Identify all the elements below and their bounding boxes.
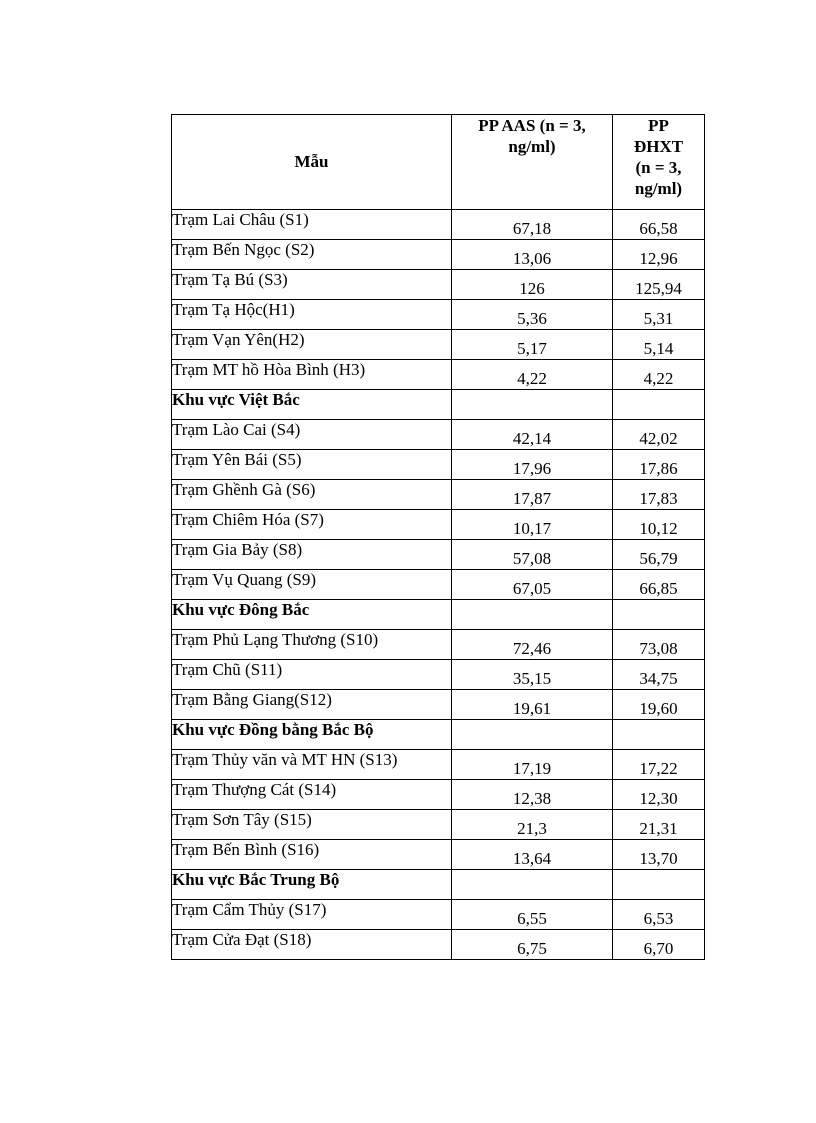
table-row <box>172 270 705 300</box>
station-name: Trạm Phủ Lạng Thương (S10) <box>172 630 452 660</box>
table-row <box>172 780 705 810</box>
aas-value: 4,22 <box>452 360 613 390</box>
aas-value: 21,3 <box>452 810 613 840</box>
region-row <box>172 600 705 630</box>
aas-value: 6,55 <box>452 900 613 930</box>
aas-value: 42,14 <box>452 420 613 450</box>
header-dhxt-line2: ĐHXT <box>633 137 684 156</box>
dhxt-value: 5,31 <box>613 300 705 330</box>
table-row <box>172 690 705 720</box>
aas-value: 5,36 <box>452 300 613 330</box>
aas-value: 12,38 <box>452 780 613 810</box>
table-row <box>172 750 705 780</box>
header-sample-label: Mẫu <box>294 152 329 171</box>
table-row <box>172 210 705 240</box>
dhxt-value <box>613 390 705 420</box>
region-name: Khu vực Việt Bắc <box>172 390 452 420</box>
header-aas-line2: ng/ml) <box>508 137 556 156</box>
dhxt-value: 66,58 <box>613 210 705 240</box>
dhxt-value <box>613 870 705 900</box>
aas-value: 13,64 <box>452 840 613 870</box>
station-name: Trạm Vụ Quang (S9) <box>172 570 452 600</box>
header-sample <box>172 115 452 210</box>
region-name: Khu vực Bắc Trung Bộ <box>172 870 452 900</box>
dhxt-value <box>613 720 705 750</box>
dhxt-value: 6,53 <box>613 900 705 930</box>
dhxt-value: 17,83 <box>613 480 705 510</box>
aas-value: 19,61 <box>452 690 613 720</box>
region-row <box>172 720 705 750</box>
dhxt-value: 12,30 <box>613 780 705 810</box>
station-name: Trạm Cẩm Thủy (S17) <box>172 900 452 930</box>
aas-value: 67,18 <box>452 210 613 240</box>
aas-value <box>452 390 613 420</box>
region-row <box>172 390 705 420</box>
station-name: Trạm Bến Ngọc (S2) <box>172 240 452 270</box>
table-row <box>172 480 705 510</box>
dhxt-value: 10,12 <box>613 510 705 540</box>
table-row <box>172 540 705 570</box>
station-name: Trạm Cửa Đạt (S18) <box>172 930 452 960</box>
table-row <box>172 660 705 690</box>
table-row <box>172 360 705 390</box>
region-name: Khu vực Đông Bắc <box>172 600 452 630</box>
table-row <box>172 510 705 540</box>
station-name: Trạm MT hồ Hòa Bình (H3) <box>172 360 452 390</box>
station-name: Trạm Bến Bình (S16) <box>172 840 452 870</box>
aas-value: 17,96 <box>452 450 613 480</box>
aas-value: 72,46 <box>452 630 613 660</box>
region-row <box>172 870 705 900</box>
header-dhxt-line1: PP <box>648 116 669 135</box>
header-dhxt <box>613 115 705 210</box>
aas-value: 5,17 <box>452 330 613 360</box>
aas-value <box>452 870 613 900</box>
aas-value: 67,05 <box>452 570 613 600</box>
table-row <box>172 930 705 960</box>
table-row <box>172 450 705 480</box>
table-header-row <box>172 115 705 210</box>
aas-value: 57,08 <box>452 540 613 570</box>
table-row <box>172 420 705 450</box>
dhxt-value: 12,96 <box>613 240 705 270</box>
dhxt-value: 5,14 <box>613 330 705 360</box>
table-row <box>172 570 705 600</box>
aas-value: 17,19 <box>452 750 613 780</box>
aas-value: 6,75 <box>452 930 613 960</box>
dhxt-value: 21,31 <box>613 810 705 840</box>
aas-value: 35,15 <box>452 660 613 690</box>
dhxt-value: 66,85 <box>613 570 705 600</box>
station-name: Trạm Bằng Giang(S12) <box>172 690 452 720</box>
aas-value: 13,06 <box>452 240 613 270</box>
table-row <box>172 840 705 870</box>
table-row <box>172 330 705 360</box>
table-row <box>172 810 705 840</box>
table-row <box>172 240 705 270</box>
header-aas-line1: PP AAS (n = 3, <box>478 116 586 135</box>
station-name: Trạm Sơn Tây (S15) <box>172 810 452 840</box>
aas-value: 17,87 <box>452 480 613 510</box>
aas-value: 126 <box>452 270 613 300</box>
dhxt-value: 42,02 <box>613 420 705 450</box>
station-name: Trạm Thủy văn và MT HN (S13) <box>172 750 452 780</box>
dhxt-value: 34,75 <box>613 660 705 690</box>
dhxt-value <box>613 600 705 630</box>
dhxt-value: 6,70 <box>613 930 705 960</box>
header-dhxt-line3: (n = 3, <box>635 158 682 177</box>
station-name: Trạm Chiêm Hóa (S7) <box>172 510 452 540</box>
station-name: Trạm Lào Cai (S4) <box>172 420 452 450</box>
station-name: Trạm Ghềnh Gà (S6) <box>172 480 452 510</box>
dhxt-value: 56,79 <box>613 540 705 570</box>
station-name: Trạm Gia Bảy (S8) <box>172 540 452 570</box>
results-table <box>171 114 705 960</box>
station-name: Trạm Vạn Yên(H2) <box>172 330 452 360</box>
station-name: Trạm Lai Châu (S1) <box>172 210 452 240</box>
dhxt-value: 13,70 <box>613 840 705 870</box>
dhxt-value: 17,86 <box>613 450 705 480</box>
station-name: Trạm Tạ Hộc(H1) <box>172 300 452 330</box>
station-name: Trạm Tạ Bú (S3) <box>172 270 452 300</box>
station-name: Trạm Yên Bái (S5) <box>172 450 452 480</box>
dhxt-value: 17,22 <box>613 750 705 780</box>
region-name: Khu vực Đồng bằng Bắc Bộ <box>172 720 452 750</box>
dhxt-value: 125,94 <box>613 270 705 300</box>
table-row <box>172 300 705 330</box>
aas-value: 10,17 <box>452 510 613 540</box>
station-name: Trạm Chũ (S11) <box>172 660 452 690</box>
dhxt-value: 4,22 <box>613 360 705 390</box>
aas-value <box>452 720 613 750</box>
station-name: Trạm Thượng Cát (S14) <box>172 780 452 810</box>
dhxt-value: 73,08 <box>613 630 705 660</box>
table-row <box>172 900 705 930</box>
header-aas <box>452 115 613 210</box>
dhxt-value: 19,60 <box>613 690 705 720</box>
table-row <box>172 630 705 660</box>
header-dhxt-line4: ng/ml) <box>634 179 683 198</box>
aas-value <box>452 600 613 630</box>
